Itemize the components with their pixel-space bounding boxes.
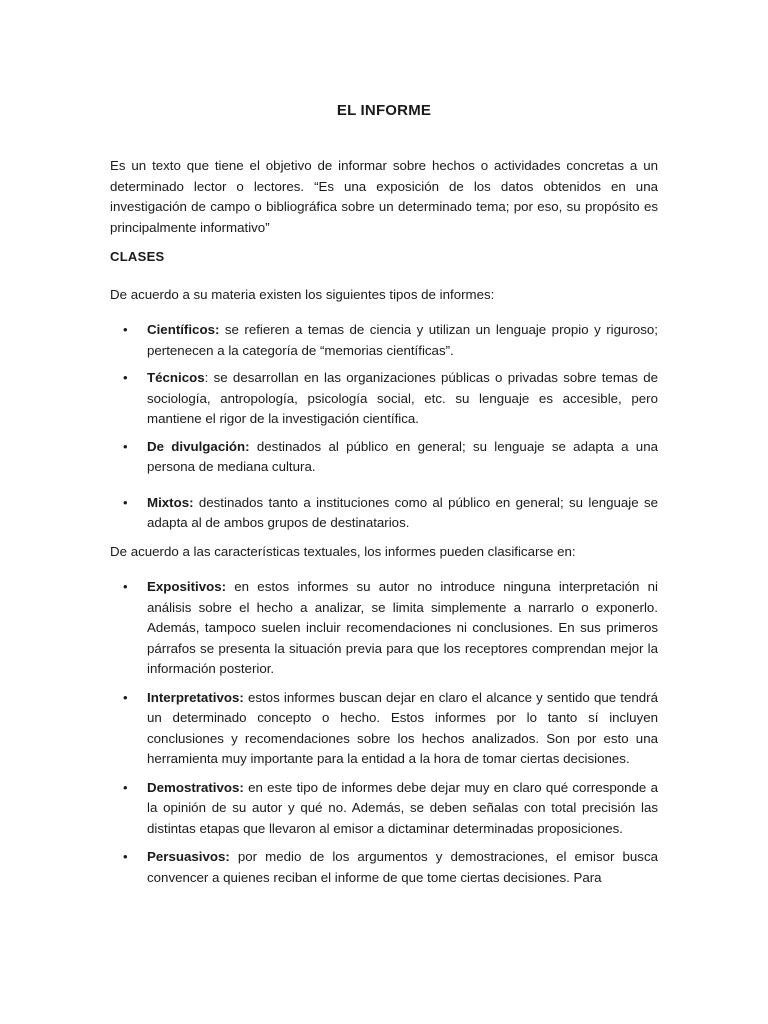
list-item-text — [147, 778, 658, 840]
list-item — [110, 778, 658, 840]
list-item-text — [147, 577, 658, 680]
list-item-text — [147, 368, 658, 430]
list-item — [110, 368, 658, 430]
list-item-text — [147, 847, 658, 888]
bullet-icon: • — [123, 370, 128, 385]
list-item — [110, 437, 658, 478]
list-item-term: Demostrativos: — [147, 779, 244, 795]
bullet-icon: • — [123, 438, 128, 454]
list-item-description: en este tipo de informes debe dejar muy en claro qué corresponde a la opinión de su autor y qué no. Además, se deben señalas con total precisión las distintas etapas que llevaron al emisor a dictaminar determinadas proposiciones. — [147, 779, 658, 836]
list-item-description: se refieren a temas de ciencia y utilizan un lenguaje propio y riguroso; pertenecen a la categoría de “memorias científicas”. — [147, 322, 658, 358]
bullet-icon: • — [123, 849, 128, 864]
list-item-description: por medio de los argumentos y demostraciones, el emisor busca convencer a quienes reciban el informe de que tome ciertas decisiones. Para — [147, 849, 658, 885]
list-item-term: Interpretativos: — [147, 689, 244, 705]
list-item-description: destinados tanto a instituciones como al público en general; su lenguaje se adapta al de ambos grupos de destinatarios. — [147, 494, 658, 530]
section-heading-clases: CLASES — [110, 249, 165, 264]
list-item — [110, 493, 658, 534]
list-item-term: Mixtos: — [147, 494, 194, 510]
bullet-icon: • — [123, 779, 128, 795]
list-item-description: en estos informes su autor no introduce ninguna interpretación ni análisis sobre el hecho a analizar, se limita simplemente a narrarlo o exponerlo. Además, tampoco suelen incluir recomendaciones ni conclusiones. En sus primeros párrafos se presenta la situación previa para que los receptores comprendan mejor la información posterior. — [147, 579, 658, 676]
document-title: EL INFORME — [336, 102, 432, 119]
list-item-description: : se desarrollan en las organizaciones públicas o privadas sobre temas de sociología, antropología, psicología social, etc. su lenguaje es accesible, pero mantiene el rigor de la investigación científica. — [147, 370, 658, 426]
list-item — [110, 847, 658, 888]
list-item-term: Técnicos — [147, 370, 205, 385]
list-item-term: De divulgación: — [147, 438, 250, 454]
list-item — [110, 320, 658, 361]
bullet-icon: • — [123, 689, 128, 705]
bullet-icon: • — [123, 494, 128, 510]
list-item-text — [147, 320, 658, 361]
materia-list — [110, 320, 658, 534]
list-item-term: Expositivos: — [147, 579, 227, 594]
list-item-text — [147, 688, 658, 770]
list-item-description: estos informes buscan dejar en claro el alcance y sentido que tendrá un determinado concepto o hecho. Estos informes por lo tanto sí incluyen conclusiones y recomendaciones sobre los hechos analizados. Son por esto una herramienta muy importante para la entidad a la hora de tomar ciertas decisiones. — [147, 689, 658, 766]
list-item-term: Científicos: — [147, 322, 220, 337]
list-item-text — [147, 437, 658, 478]
lead-materia-paragraph: De acuerdo a su materia existen los siguientes tipos de informes: — [110, 287, 495, 302]
list-item — [110, 577, 658, 680]
list-item-description: destinados al público en general; su lenguaje se adapta a una persona de mediana cultura. — [147, 438, 658, 474]
bullet-icon: • — [123, 322, 128, 337]
list-item-text — [147, 493, 658, 534]
list-item — [110, 688, 658, 770]
bullet-icon: • — [123, 579, 128, 594]
textual-list — [110, 577, 658, 888]
list-item-term: Persuasivos: — [147, 849, 230, 864]
lead-textual-paragraph: De acuerdo a las características textuales, los informes pueden clasificarse en: — [110, 544, 576, 559]
intro-paragraph: Es un texto que tiene el objetivo de informar sobre hechos o actividades concretas a un determinado lector o lectores. “Es una exposición de los datos obtenidos en una investigación de campo o bibliográfica sobre un determinado tema; por eso, su propósito es principalmente informativo” — [110, 158, 658, 235]
